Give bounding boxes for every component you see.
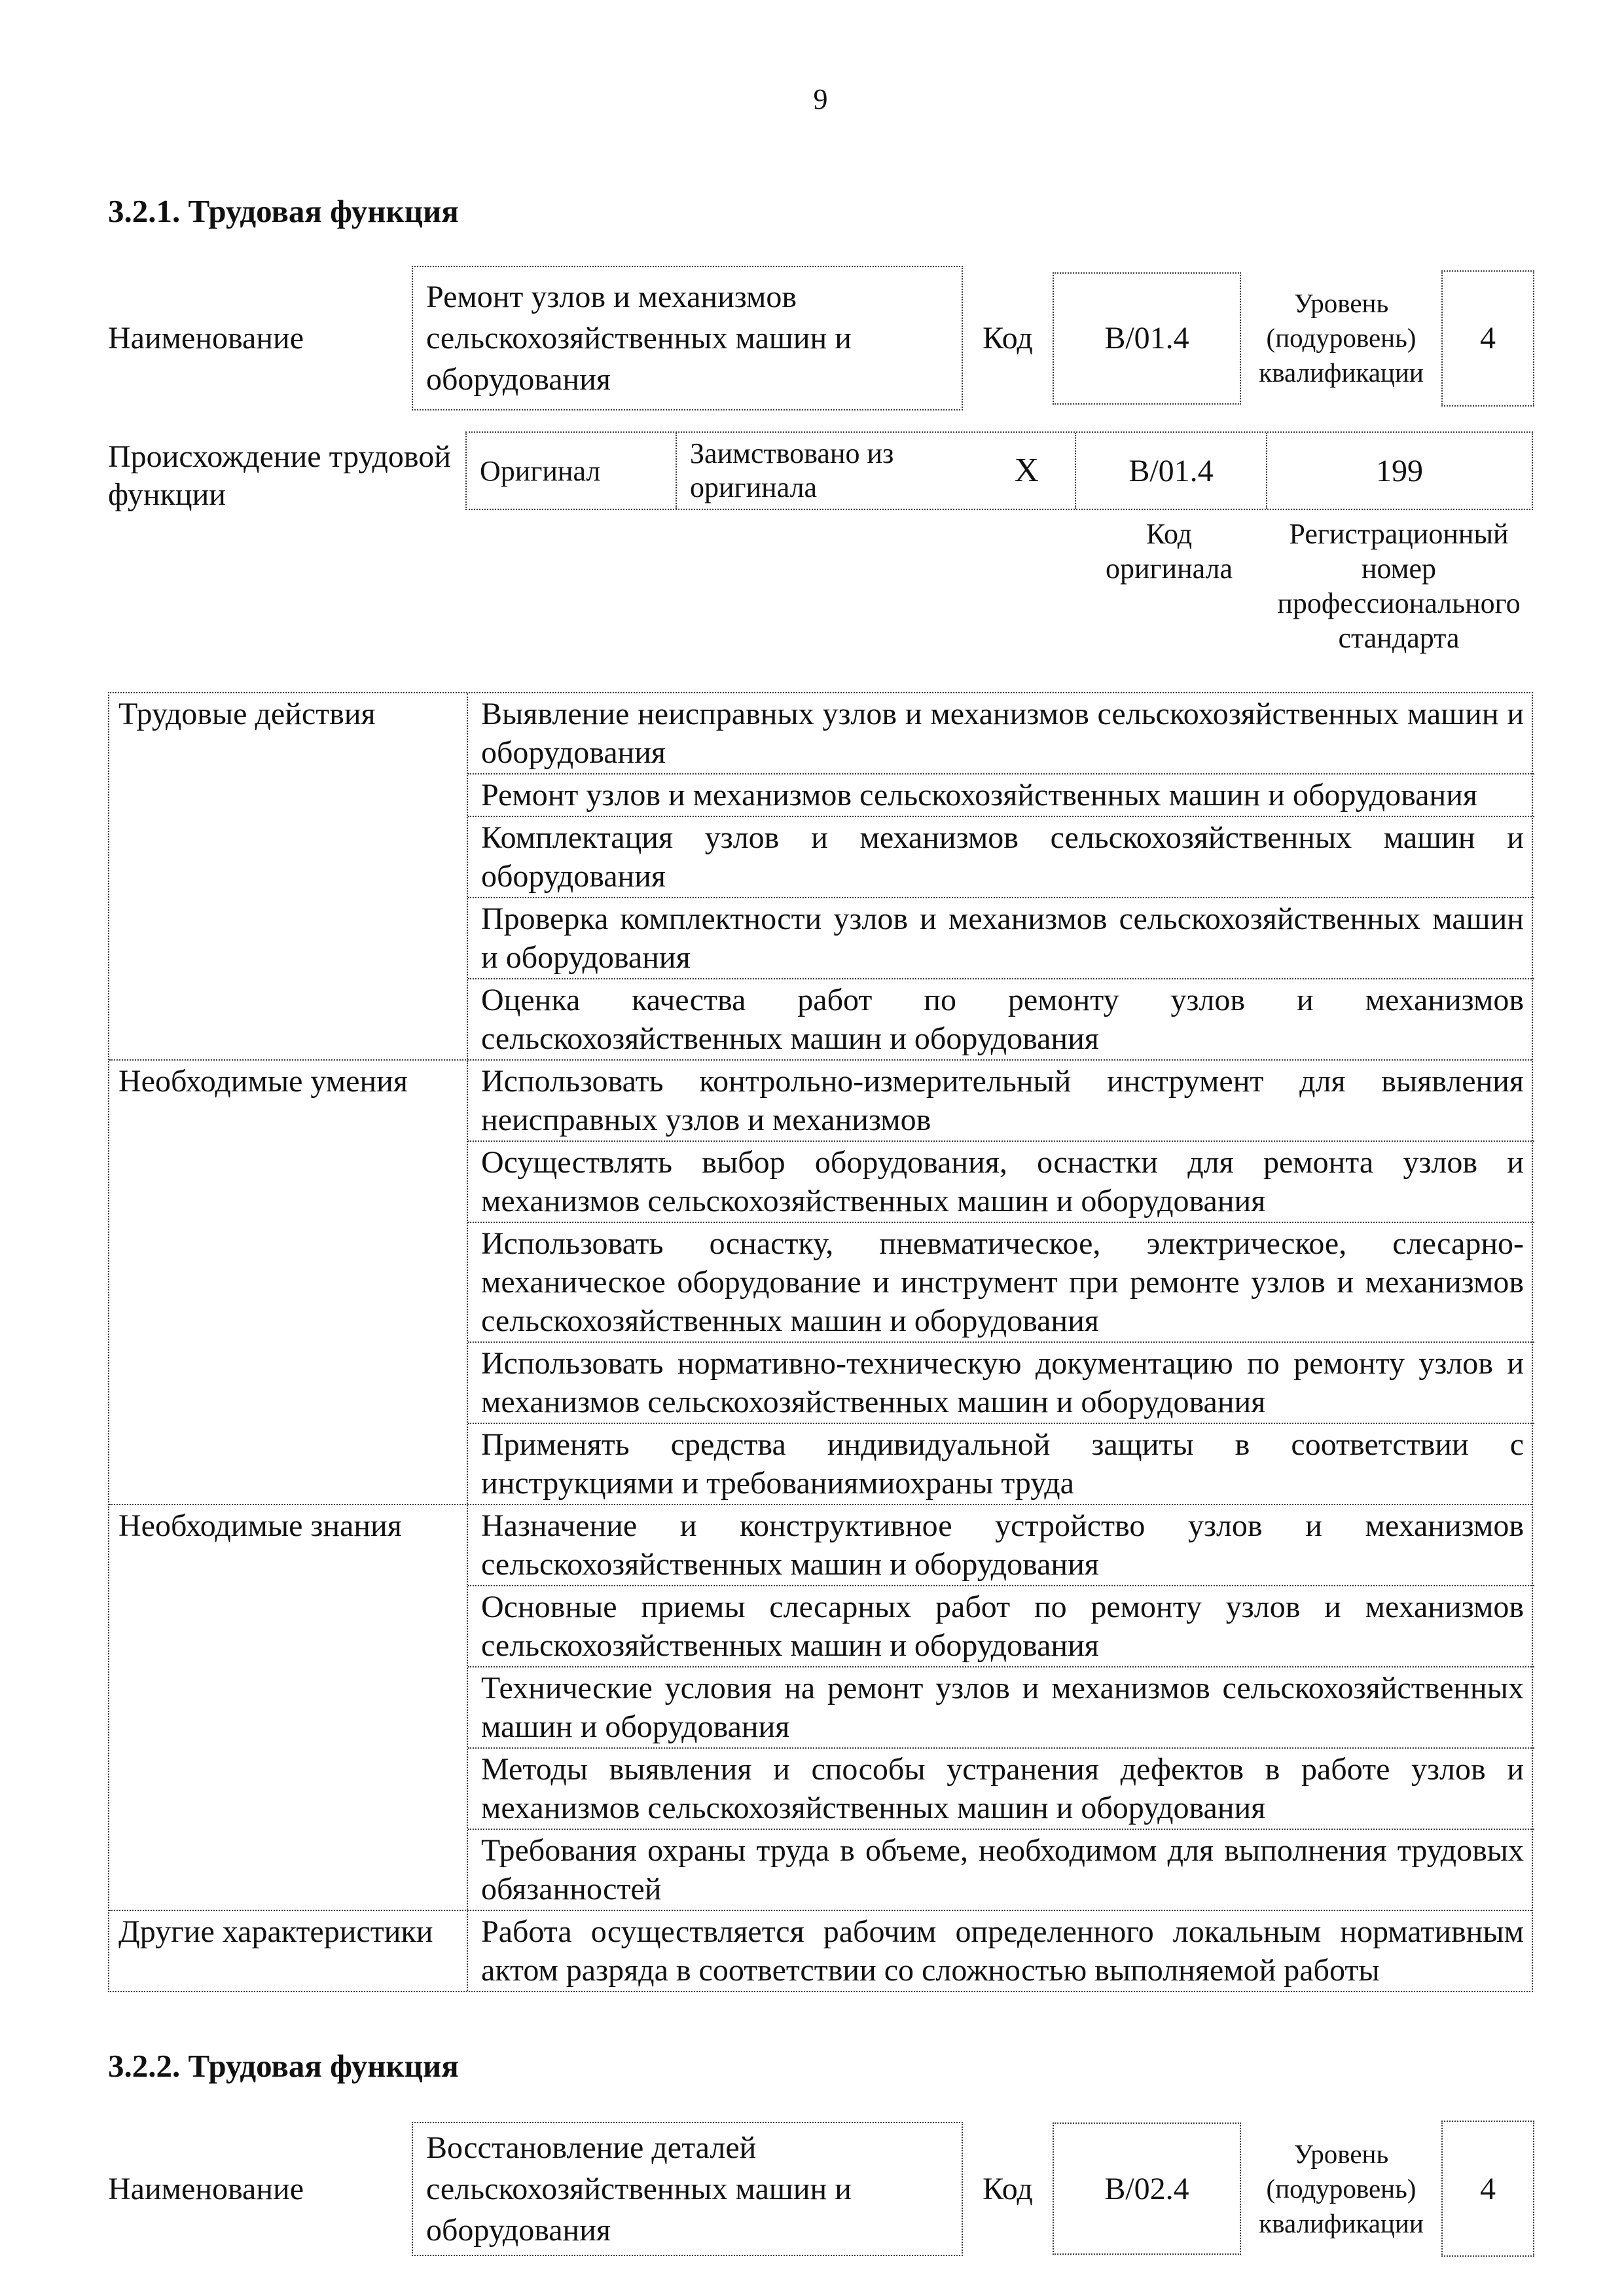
table-row: Использовать оснастку, пневматическое, электрическое, слесарно-механическое оборудование и инструмент при ремонте узлов и механизмов сельскохозяйственных машин и оборудования	[468, 1222, 1534, 1341]
origin-borrowed-text: Заимствовано из оригинала	[690, 437, 894, 503]
origin-row	[108, 431, 1533, 655]
origin-right	[465, 431, 1533, 655]
level-value-box: 4	[1441, 270, 1534, 407]
level-label: Уровень (подуровень) квалификации	[1259, 288, 1424, 388]
function-name-row	[108, 266, 1533, 410]
origin-borrowed-cell	[676, 433, 1075, 509]
code-label: Код	[983, 321, 1033, 355]
caption-spacer	[465, 517, 1074, 655]
code-label: Код	[983, 2171, 1033, 2206]
function-name-box	[412, 2122, 963, 2256]
page-number: 9	[813, 83, 828, 115]
table-row: Работа осуществляется рабочим определенного локальным нормативным актом разряда в соответствии со сложностью выполняемой работы	[481, 1914, 1524, 1988]
level-value-box: 4	[1441, 2121, 1534, 2257]
section-heading-322: 3.2.2. Трудовая функция	[108, 2048, 459, 2084]
section-label: Трудовые действия	[118, 697, 376, 731]
table-row: Использовать контрольно-измерительный инструмент для выявления неисправных узлов и механизмов	[481, 1064, 1524, 1137]
origin-code-cell: В/01.4	[1075, 433, 1266, 509]
section-items	[467, 693, 1534, 1059]
table-row: Требования охраны труда в объеме, необходимом для выполнения трудовых обязанностей	[468, 1829, 1534, 1910]
level-label: Уровень (подуровень) квалификации	[1259, 2138, 1424, 2238]
section-label: Необходимые умения	[118, 1064, 408, 1099]
table-row: Осуществлять выбор оборудования, оснастки для ремонта узлов и механизмов сельскохозяйственных машин и оборудования	[468, 1140, 1534, 1222]
function-code-box: В/01.4	[1053, 272, 1241, 405]
function-name-row-2	[108, 2121, 1533, 2257]
function-name-text: Ремонт узлов и механизмов сельскохозяйственных машин и оборудования	[426, 280, 852, 397]
table-row: Основные приемы слесарных работ по ремонту узлов и механизмов сельскохозяйственных машин и оборудования	[468, 1585, 1534, 1666]
name-label: Наименование	[108, 2171, 304, 2206]
table-row: Назначение и конструктивное устройство узлов и механизмов сельскохозяйственных машин и оборудования	[481, 1508, 1524, 1582]
function-code-box: В/02.4	[1053, 2123, 1241, 2255]
name-label: Наименование	[108, 321, 304, 355]
function-name-text: Восстановление деталей сельскохозяйственных машин и оборудования	[426, 2130, 852, 2248]
table-row: Методы выявления и способы устранения дефектов в работе узлов и механизмов сельскохозяйственных машин и оборудования	[468, 1747, 1534, 1829]
origin-captions	[465, 510, 1533, 655]
section-items	[467, 1505, 1534, 1910]
section-items	[467, 1911, 1534, 1991]
origin-box	[465, 431, 1533, 510]
origin-original-cell: Оригинал	[480, 454, 601, 487]
section-label: Другие характеристики	[118, 1914, 433, 1949]
section-required-skills	[109, 1059, 1532, 1504]
registration-number-caption: Регистрационный номер профессионального стандарта	[1277, 518, 1521, 654]
section-labor-actions	[109, 693, 1532, 1059]
origin-code-caption: Код оригинала	[1105, 518, 1233, 585]
origin-x-mark: X	[1014, 452, 1039, 489]
table-row: Проверка комплектности узлов и механизмов сельскохозяйственных машин и оборудования	[468, 897, 1534, 978]
section-other-characteristics	[109, 1910, 1532, 1991]
table-row: Комплектация узлов и механизмов сельскохозяйственных машин и оборудования	[468, 816, 1534, 897]
labor-function-table	[108, 692, 1533, 1992]
section-heading-321: 3.2.1. Трудовая функция	[108, 193, 459, 229]
origin-label: Происхождение трудовой функции	[108, 439, 451, 512]
registration-number-cell: 199	[1266, 433, 1532, 509]
table-row: Оценка качества работ по ремонту узлов и механизмов сельскохозяйственных машин и оборудования	[468, 978, 1534, 1059]
table-row: Ремонт узлов и механизмов сельскохозяйственных машин и оборудования	[468, 773, 1534, 816]
table-row: Использовать нормативно-техническую документацию по ремонту узлов и механизмов сельскохозяйственных машин и оборудования	[468, 1341, 1534, 1423]
table-row: Технические условия на ремонт узлов и механизмов сельскохозяйственных машин и оборудования	[468, 1666, 1534, 1747]
table-row: Выявление неисправных узлов и механизмов сельскохозяйственных машин и оборудования	[481, 697, 1524, 770]
section-required-knowledge	[109, 1504, 1532, 1910]
section-items	[467, 1061, 1534, 1504]
table-row: Применять средства индивидуальной защиты в соответствии с инструкциями и требованиямиохраны труда	[468, 1423, 1534, 1504]
section-label: Необходимые знания	[118, 1508, 402, 1543]
function-name-box	[412, 266, 963, 410]
